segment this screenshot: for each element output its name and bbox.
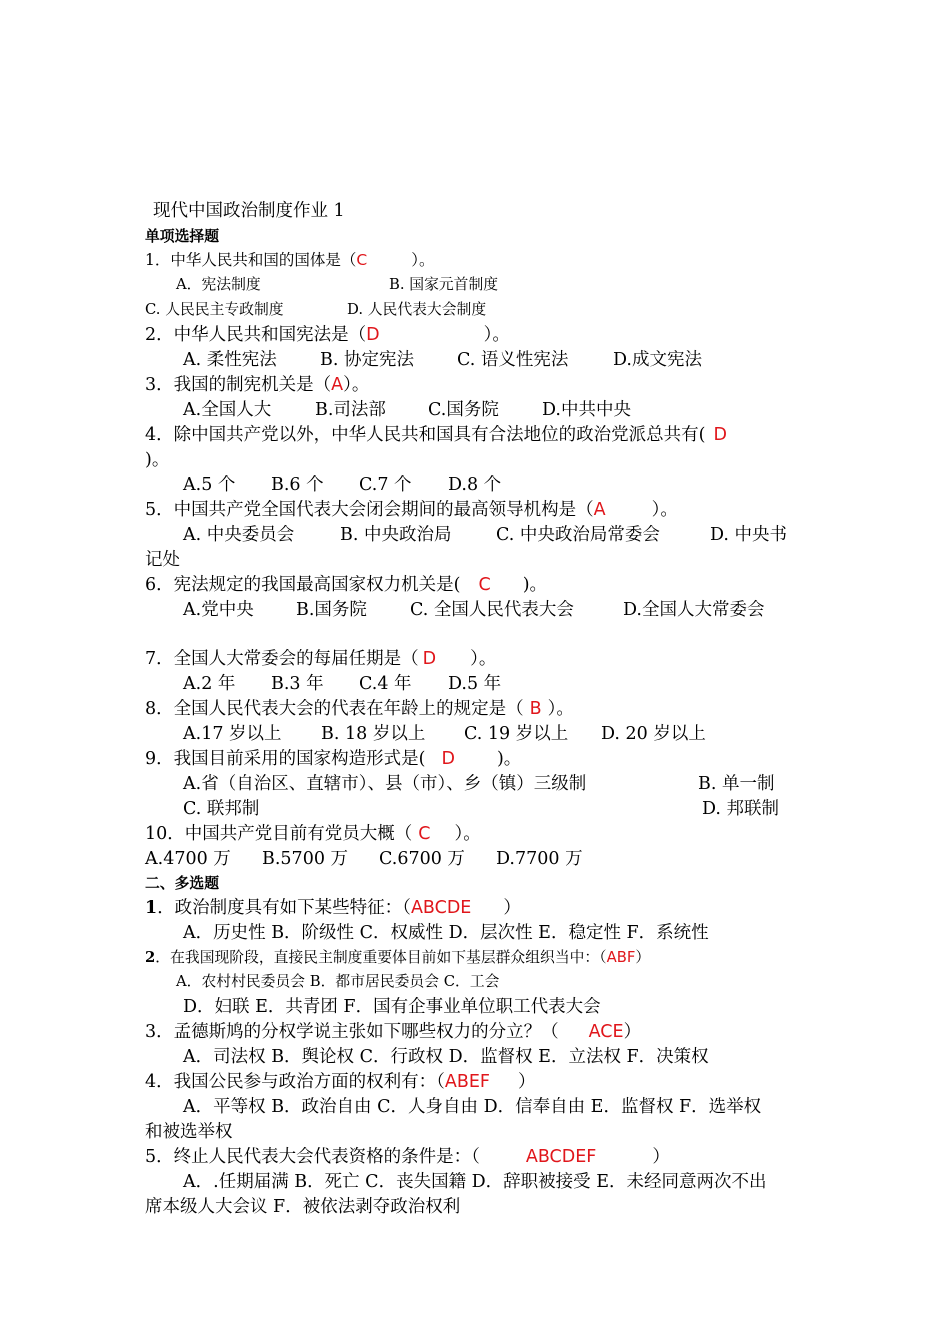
option: B. 协定宪法 bbox=[320, 350, 414, 370]
option: C.4 年 bbox=[359, 674, 412, 694]
option: C. 语义性宪法 bbox=[457, 350, 569, 370]
document-title: 现代中国政治制度作业 1 bbox=[153, 201, 345, 221]
option: A.党中央 bbox=[183, 600, 254, 620]
option: D.中共中央 bbox=[542, 400, 631, 420]
answer-8: B bbox=[529, 699, 542, 719]
answer-6: C bbox=[478, 575, 491, 595]
answer-3: A bbox=[331, 375, 344, 395]
option: A.全国人大 bbox=[183, 400, 272, 420]
option: A. 柔性宪法 bbox=[183, 350, 277, 370]
question-1: 1．中华人民共和国的国体是（C ）。 bbox=[145, 251, 435, 269]
multi-answer-1: ABCDE bbox=[410, 898, 472, 918]
section-multiple-choice-heading: 二、多选题 bbox=[145, 875, 219, 892]
option: B.司法部 bbox=[315, 400, 386, 420]
option: B. 18 岁以上 bbox=[321, 724, 426, 744]
option: A.2 年 bbox=[183, 674, 236, 694]
option: C.7 个 bbox=[359, 475, 412, 495]
question-9: 9．我国目前采用的国家构造形式是( D )。 bbox=[145, 749, 522, 769]
option-line: A.省（自治区、直辖市）、县（市）、乡（镇）三级制 bbox=[183, 774, 587, 794]
option: A. 中央委员会 bbox=[183, 525, 295, 545]
option-line: A．平等权 B．政治自由 C．人身自由 D．信奉自由 E．监督权 F．选举权 bbox=[183, 1097, 762, 1117]
question-6: 6．宪法规定的我国最高国家权力机关是( C )。 bbox=[145, 575, 548, 595]
question-5-continued: 记处 bbox=[145, 550, 180, 570]
multi-question-3: 3．孟德斯鸠的分权学说主张如下哪些权力的分立？（ ACE） bbox=[145, 1022, 642, 1042]
question-4-continued: )。 bbox=[145, 450, 170, 470]
option-line: D. 邦联制 bbox=[702, 799, 780, 819]
option-line: A．历史性 B．阶级性 C．权威性 D．层次性 E．稳定性 F．系统性 bbox=[183, 923, 709, 943]
answer-5: A bbox=[593, 500, 606, 520]
multi-question-2: 2．在我国现阶段，直接民主制度重要体目前如下基层群众组织当中：（ABF） bbox=[145, 949, 651, 966]
option: B.国务院 bbox=[296, 600, 367, 620]
multi-answer-4: ABEF bbox=[444, 1072, 490, 1092]
option: B.6 个 bbox=[271, 475, 324, 495]
option: D. 中央书 bbox=[710, 525, 788, 545]
option: C. 全国人民代表大会 bbox=[410, 600, 574, 620]
question-7: 7．全国人大常委会的每届任期是（ D ）。 bbox=[145, 649, 497, 669]
option: C. 中央政治局常委会 bbox=[496, 525, 660, 545]
option: B. 中央政治局 bbox=[340, 525, 452, 545]
answer-7: D bbox=[422, 649, 437, 669]
answer-9: D bbox=[441, 749, 455, 769]
question-3: 3．我国的制宪机关是（A）。 bbox=[145, 375, 370, 395]
option-line: C. 人民民主专政制度 bbox=[145, 301, 284, 318]
option: A.5 个 bbox=[183, 475, 236, 495]
option-line: C. 联邦制 bbox=[183, 799, 260, 819]
option-line: D. 人民代表大会制度 bbox=[347, 301, 487, 318]
answer-10: C bbox=[418, 824, 431, 844]
option: D.5 年 bbox=[448, 674, 502, 694]
option-line: A．宪法制度 bbox=[176, 276, 261, 293]
multi-question-1: 1．政治制度具有如下某些特征：（ABCDE ） bbox=[145, 898, 521, 918]
question-5: 5．中国共产党全国代表大会闭会期间的最高领导机构是（A ）。 bbox=[145, 500, 678, 520]
option: A.4700 万 bbox=[145, 849, 231, 869]
option: D.8 个 bbox=[448, 475, 502, 495]
multi-question-5: 5．终止人民代表大会代表资格的条件是：（ ABCDEF ） bbox=[145, 1147, 670, 1167]
answer-2: D bbox=[366, 325, 380, 345]
option: D.7700 万 bbox=[496, 849, 583, 869]
multi-question-4: 4．我国公民参与政治方面的权利有：（ABEF ） bbox=[145, 1072, 536, 1092]
option: B.3 年 bbox=[271, 674, 324, 694]
option-line: A．农村村民委员会 B．都市居民委员会 C．工会 bbox=[176, 973, 500, 990]
option: A.17 岁以上 bbox=[183, 724, 282, 744]
question-10: 10．中国共产党目前有党员大概（ C ）。 bbox=[145, 824, 481, 844]
option-line-continued: 席本级人大会议 F．被依法剥夺政治权利 bbox=[145, 1197, 461, 1217]
option-line: B. 单一制 bbox=[698, 774, 775, 794]
multi-answer-2: ABF bbox=[606, 949, 636, 966]
option: D.全国人大常委会 bbox=[623, 600, 765, 620]
option-line: A．.任期届满 B．死亡 C．丧失国籍 D．辞职被接受 E．未经同意两次不出 bbox=[183, 1172, 767, 1192]
option: C. 19 岁以上 bbox=[464, 724, 569, 744]
multi-answer-3: ACE bbox=[588, 1022, 624, 1042]
answer-1: C bbox=[356, 251, 368, 269]
option-line: A．司法权 B．舆论权 C．行政权 D．监督权 E．立法权 F．决策权 bbox=[183, 1047, 709, 1067]
question-2: 2．中华人民共和国宪法是（D ）。 bbox=[145, 325, 510, 345]
option: D. 20 岁以上 bbox=[601, 724, 706, 744]
answer-4: D bbox=[713, 425, 727, 445]
section-single-choice-heading: 单项选择题 bbox=[145, 228, 219, 245]
option-line-continued: 和被选举权 bbox=[145, 1122, 233, 1142]
option: D.成文宪法 bbox=[613, 350, 702, 370]
option-line: D．妇联 E．共青团 F．国有企事业单位职工代表大会 bbox=[183, 997, 601, 1017]
option-line: B. 国家元首制度 bbox=[389, 276, 499, 293]
option: C.6700 万 bbox=[379, 849, 465, 869]
question-8: 8．全国人民代表大会的代表在年龄上的规定是（ B ）。 bbox=[145, 699, 574, 719]
multi-answer-5: ABCDEF bbox=[525, 1147, 597, 1167]
option: B.5700 万 bbox=[262, 849, 349, 869]
question-4: 4．除中国共产党以外，中华人民共和国具有合法地位的政治党派总共有( D bbox=[145, 425, 727, 445]
option: C.国务院 bbox=[428, 400, 499, 420]
